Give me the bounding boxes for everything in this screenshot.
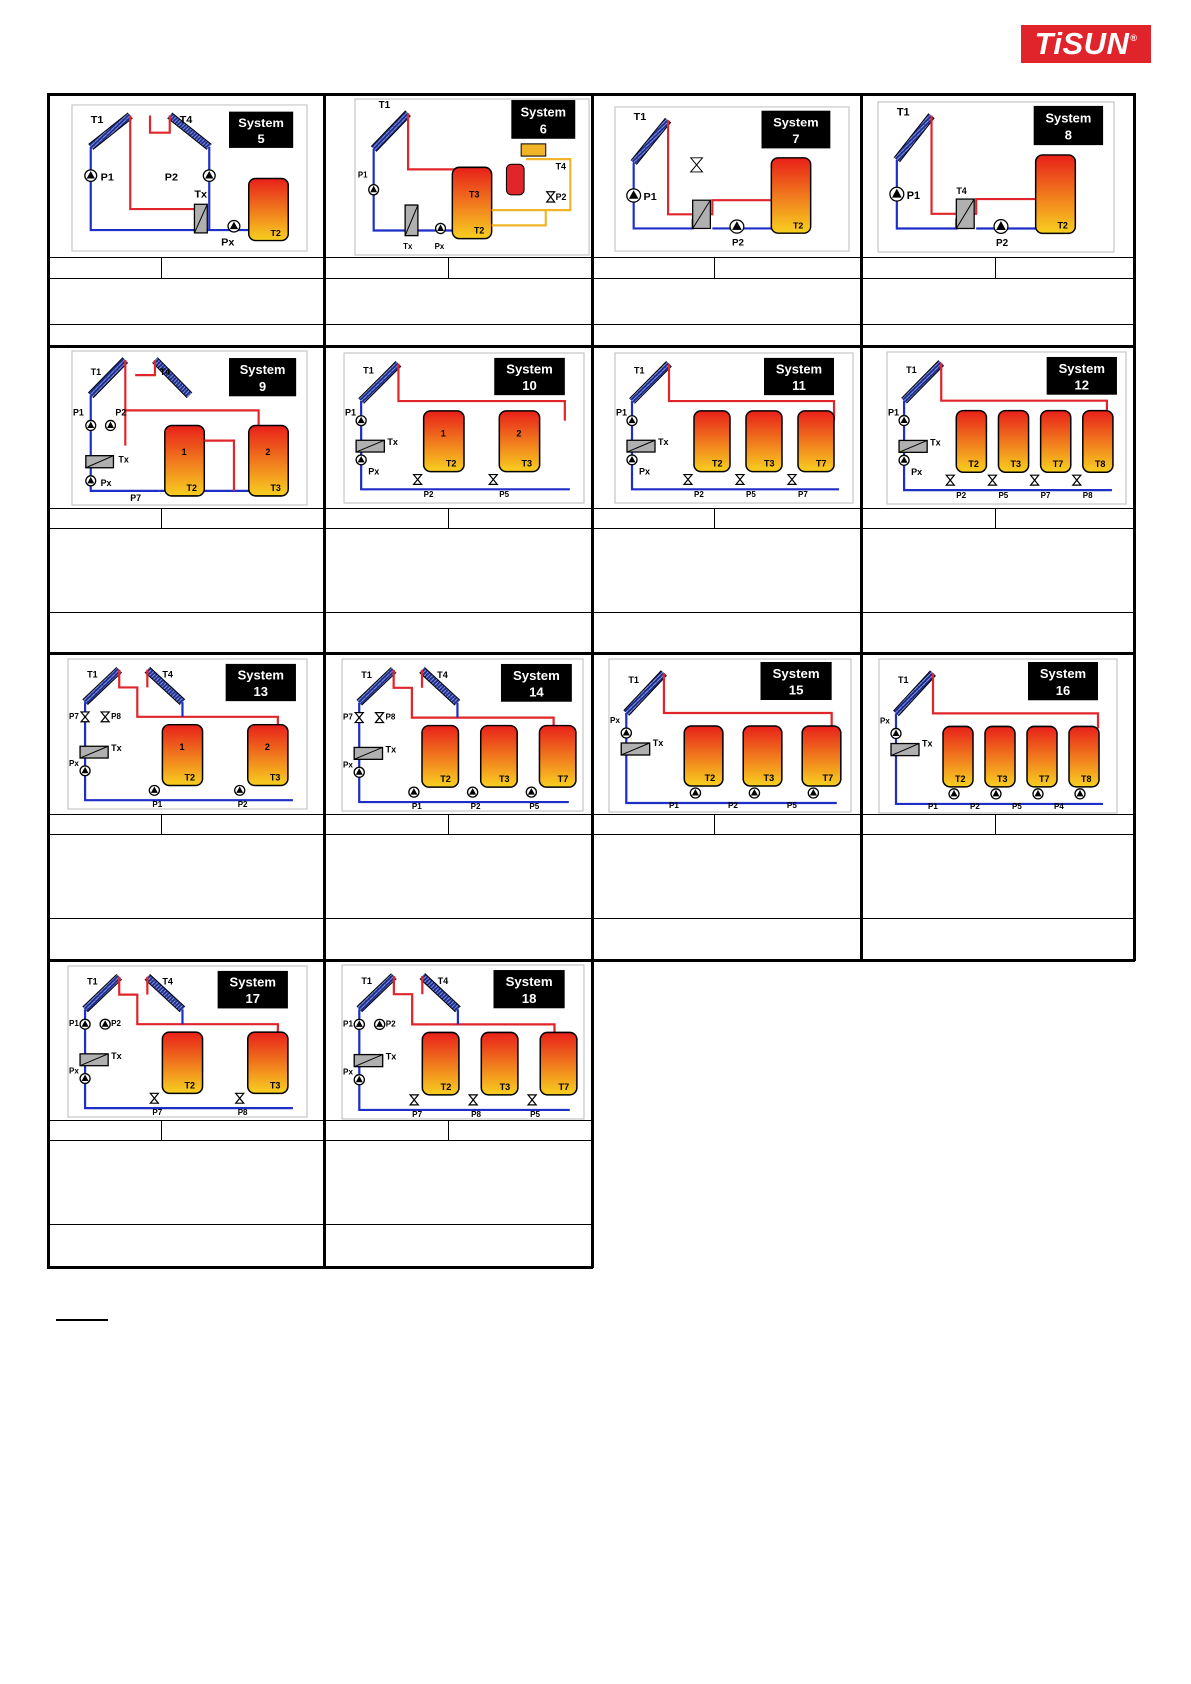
table-border-vertical: [591, 345, 594, 654]
diagram-label: T2: [792, 220, 804, 231]
diagram-label: T1: [896, 106, 910, 119]
table-cell-split: [995, 508, 996, 528]
table-cell-split: [448, 508, 449, 528]
pump-icon: [749, 788, 759, 798]
table-border-top: [47, 959, 593, 962]
table-border-vertical: [860, 345, 863, 654]
table-border-vertical: [47, 345, 50, 654]
diagram-label: Px: [880, 716, 890, 726]
system-11-diagram: [614, 352, 854, 504]
table-cell-split: [995, 257, 996, 278]
diagram-label: T8: [1094, 459, 1106, 470]
note-underline: [56, 1319, 108, 1321]
diagram-label: T2: [704, 773, 716, 783]
table-border-vertical: [47, 959, 50, 1268]
diagram-label: T3: [270, 482, 281, 493]
table-border-vertical: [1133, 345, 1136, 654]
system-number: 7: [792, 132, 800, 147]
pump-icon: [526, 787, 536, 797]
pump-icon: [100, 1019, 110, 1029]
heat-exchanger-icon: [356, 440, 384, 452]
table-cell-split: [161, 257, 162, 278]
pump-icon: [228, 220, 240, 231]
system-title: System: [772, 666, 820, 681]
diagram-label: T4: [437, 976, 449, 987]
pump-icon: [991, 789, 1001, 799]
diagram-label: P1: [643, 191, 657, 204]
table-row-line: [48, 834, 1134, 835]
diagram-label: T4: [159, 367, 171, 378]
diagram-label: T7: [558, 1081, 570, 1092]
storage-tank-icon: [499, 411, 539, 472]
pump-icon: [354, 1075, 364, 1085]
diagram-label: T8: [1081, 773, 1092, 784]
pump-icon: [203, 170, 215, 181]
pump-icon: [436, 223, 446, 233]
diagram-label: Px: [69, 758, 79, 768]
system-17-diagram: [67, 965, 308, 1118]
table-border-vertical: [591, 959, 594, 1268]
storage-tank-icon: [249, 425, 289, 495]
diagram-label: Px: [610, 716, 620, 725]
diagram-label: T2: [440, 774, 451, 785]
table-cell-split: [448, 257, 449, 278]
table-cell-split: [161, 1120, 162, 1140]
pump-icon: [621, 728, 631, 738]
table-cell-split: [448, 1120, 449, 1140]
pump-icon: [890, 187, 904, 201]
heat-exchanger-icon: [80, 1054, 108, 1066]
heat-exchanger-icon: [405, 205, 418, 236]
diagram-label: T3: [764, 458, 775, 469]
diagram-label: P1: [343, 1019, 353, 1029]
diagram-label: P2: [694, 490, 704, 500]
diagram-label: P5: [746, 490, 756, 500]
pump-icon: [80, 1019, 90, 1029]
system-18-diagram: [341, 964, 585, 1120]
buffer-icon: [506, 164, 524, 195]
diagram-label: T3: [1010, 459, 1022, 470]
system-number: 10: [522, 378, 537, 393]
diagram-label: P8: [111, 711, 122, 721]
system-title: System: [1058, 360, 1106, 376]
heat-exchanger-icon: [956, 199, 974, 228]
system-number: 14: [529, 684, 544, 700]
system-title: System: [773, 115, 819, 130]
diagram-label: Tx: [930, 437, 941, 448]
diagram-label: T4: [162, 976, 173, 987]
diagram-label: T4: [179, 114, 193, 127]
pump-icon: [994, 220, 1008, 234]
diagram-label: Px: [911, 467, 923, 478]
storage-tank-icon: [165, 425, 205, 495]
diagram-label: T1: [87, 976, 98, 987]
diagram-label: P5: [530, 1110, 541, 1119]
diagram-label: Px: [343, 760, 353, 770]
pump-icon: [899, 455, 909, 465]
pump-icon: [949, 789, 959, 799]
diagram-label: P8: [237, 1108, 248, 1118]
pump-icon: [891, 728, 901, 738]
pump-icon: [235, 785, 245, 795]
diagram-label: Px: [343, 1067, 353, 1077]
diagram-label: P1: [357, 170, 368, 180]
heat-exchanger-icon: [899, 440, 927, 452]
storage-tank-icon: [743, 726, 782, 786]
diagram-label: T1: [378, 100, 391, 112]
diagram-label: Px: [69, 1066, 79, 1076]
pump-icon: [899, 416, 909, 426]
diagram-label: P2: [115, 407, 127, 418]
diagram-label: Tx: [652, 738, 664, 748]
system-title: System: [1039, 666, 1087, 682]
storage-tank-icon: [162, 1032, 202, 1093]
pump-icon: [80, 1074, 90, 1084]
diagram-label: P1: [669, 801, 679, 810]
diagram-label: T1: [90, 367, 102, 378]
diagram-label: T1: [633, 111, 647, 124]
diagram-label: P7: [412, 1110, 423, 1119]
table-border-vertical: [860, 652, 863, 961]
diagram-label: T2: [445, 458, 457, 469]
diagram-label: T3: [469, 189, 480, 200]
heat-exchanger-icon: [627, 440, 655, 452]
pump-icon: [354, 767, 364, 777]
system-number: 11: [792, 378, 806, 393]
table-row-line: [48, 1140, 592, 1141]
diagram-label: T3: [763, 773, 775, 783]
table-cell-split: [714, 508, 715, 528]
heat-exchanger-icon: [86, 456, 114, 468]
diagram-label: T7: [1052, 459, 1064, 470]
diagram-label: P2: [732, 237, 745, 249]
table-border-vertical: [860, 93, 863, 347]
diagram-label: T1: [634, 365, 645, 376]
diagram-label: T2: [955, 773, 966, 784]
diagram-label: T3: [499, 1081, 511, 1092]
system-title: System: [237, 667, 285, 683]
pump-icon: [627, 455, 637, 465]
heater-icon: [521, 144, 546, 156]
pump-icon: [627, 189, 641, 202]
diagram-label: 1: [179, 742, 185, 753]
diagram-label: P2: [470, 802, 481, 812]
diagram-label: Px: [368, 466, 380, 477]
table-row-line: [48, 612, 1134, 613]
pump-icon: [690, 788, 700, 798]
pump-icon: [730, 220, 744, 233]
diagram-label: P7: [130, 492, 142, 503]
diagram-label: P8: [471, 1110, 482, 1119]
system-number: 17: [245, 991, 261, 1007]
table-row-line: [48, 528, 1134, 529]
diagram-label: 2: [264, 742, 270, 753]
diagram-label: T1: [628, 675, 639, 685]
diagram-label: P1: [411, 802, 422, 812]
heat-exchanger-icon: [194, 204, 207, 233]
table-border-vertical: [1133, 93, 1136, 347]
diagram-label: P5: [998, 491, 1009, 501]
system-12-diagram: [886, 351, 1127, 505]
registered-mark: ®: [1130, 33, 1138, 43]
system-number: 9: [259, 378, 267, 394]
diagram-label: T4: [555, 161, 566, 172]
diagram-label: 1: [181, 446, 187, 458]
table-row-line: [48, 1120, 592, 1121]
system-number: 6: [539, 121, 547, 137]
system-number: 15: [788, 682, 804, 698]
diagram-label: P8: [385, 712, 396, 722]
diagram-label: T1: [363, 365, 374, 376]
system-title: System: [775, 361, 823, 377]
diagram-label: Tx: [194, 188, 208, 201]
pump-icon: [627, 416, 637, 426]
system-number: 12: [1074, 377, 1090, 393]
diagram-label: T4: [437, 669, 448, 680]
pump-icon: [85, 170, 97, 181]
system-title: System: [229, 974, 276, 990]
diagram-label: Px: [639, 466, 651, 477]
pump-icon: [808, 788, 818, 798]
pump-icon: [409, 787, 419, 797]
table-border-vertical: [591, 652, 594, 961]
table-border-vertical: [47, 93, 50, 347]
diagram-label: P4: [1054, 801, 1064, 811]
pump-icon: [1033, 789, 1043, 799]
diagram-label: P5: [529, 802, 540, 812]
pump-icon: [86, 476, 96, 486]
diagram-label: T2: [968, 459, 979, 470]
diagram-label: T2: [184, 772, 196, 783]
system-title: System: [239, 362, 286, 378]
diagram-label: Px: [434, 241, 445, 251]
tisun-logo: [1021, 25, 1151, 63]
diagram-label: T4: [956, 186, 967, 197]
pump-icon: [468, 787, 478, 797]
diagram-label: T1: [898, 675, 909, 686]
diagram-label: T1: [87, 669, 98, 680]
system-title: System: [506, 361, 553, 377]
diagram-label: T1: [90, 114, 104, 127]
diagram-label: P2: [385, 1019, 396, 1029]
table-row-line: [48, 324, 1134, 325]
diagram-label: T1: [361, 976, 373, 987]
heat-exchanger-icon: [80, 746, 108, 758]
diagram-label: T7: [1039, 773, 1050, 784]
diagram-label: Tx: [111, 1050, 122, 1061]
table-border-vertical: [1133, 652, 1136, 961]
diagram-label: P1: [345, 407, 357, 418]
diagram-label: P2: [423, 490, 434, 500]
heat-exchanger-icon: [621, 743, 649, 755]
diagram-label: P2: [727, 801, 738, 810]
diagram-label: T2: [184, 1080, 196, 1091]
system-title: System: [238, 116, 284, 130]
storage-tank-icon: [424, 411, 464, 472]
diagram-label: Tx: [118, 454, 129, 465]
system-title: System: [505, 974, 553, 990]
table-row-line: [48, 1224, 592, 1225]
system-number: 18: [521, 990, 537, 1006]
logo-text: TiSUN: [1034, 26, 1130, 61]
pump-icon: [356, 455, 366, 465]
system-9-diagram: [71, 350, 308, 506]
diagram-label: T7: [816, 458, 827, 469]
diagram-label: P5: [1012, 801, 1022, 811]
table-row-line: [48, 814, 1134, 815]
diagram-label: P2: [996, 238, 1009, 250]
diagram-label: 2: [516, 428, 522, 439]
diagram-label: P2: [164, 171, 179, 184]
table-border-vertical: [591, 93, 594, 347]
table-border-vertical: [323, 93, 326, 347]
diagram-label: P1: [69, 1019, 79, 1029]
diagram-label: Tx: [922, 738, 933, 749]
pump-icon: [149, 785, 159, 795]
table-row-line: [48, 508, 1134, 509]
diagram-label: Tx: [387, 437, 398, 448]
diagram-label: P1: [100, 171, 114, 184]
diagram-label: P1: [152, 800, 163, 810]
diagram-label: T7: [557, 774, 569, 785]
heat-exchanger-icon: [354, 1055, 382, 1067]
diagram-label: 2: [265, 446, 271, 458]
diagram-label: Tx: [403, 241, 413, 251]
diagram-label: P2: [237, 800, 248, 810]
pump-icon: [356, 416, 366, 426]
system-number: 8: [1064, 127, 1072, 143]
diagram-label: T3: [997, 773, 1008, 784]
storage-tank-icon: [248, 725, 288, 786]
diagram-label: P1: [72, 407, 84, 418]
table-border-vertical: [323, 345, 326, 654]
system-15-diagram: [608, 658, 852, 813]
table-cell-split: [448, 814, 449, 834]
pump-icon: [354, 1019, 364, 1029]
diagram-label: P1: [616, 407, 628, 418]
table-cell-split: [161, 814, 162, 834]
diagram-label: T2: [186, 482, 197, 493]
diagram-label: T2: [1057, 220, 1068, 231]
diagram-label: T3: [269, 1080, 281, 1091]
pump-icon: [375, 1019, 385, 1029]
diagram-label: P7: [798, 490, 808, 500]
diagram-label: Tx: [658, 437, 669, 448]
table-border-vertical: [47, 652, 50, 961]
heat-exchanger-icon: [693, 200, 711, 228]
diagram-label: P2: [970, 801, 980, 811]
system-6-diagram: [354, 98, 590, 256]
diagram-label: P5: [786, 801, 797, 810]
storage-tank-icon: [249, 178, 289, 240]
table-cell-split: [714, 257, 715, 278]
diagram-label: T2: [270, 227, 281, 238]
system-title: System: [513, 667, 560, 683]
storage-tank-icon: [162, 725, 202, 786]
diagram-label: P2: [956, 491, 967, 501]
diagram-label: P7: [343, 712, 353, 722]
system-13-diagram: [67, 658, 308, 810]
diagram-label: T3: [269, 772, 281, 783]
diagram-label: Px: [221, 236, 235, 249]
diagram-label: T1: [361, 669, 372, 680]
diagram-label: T3: [521, 458, 533, 469]
heat-exchanger-icon: [891, 744, 919, 756]
diagram-label: Px: [100, 477, 112, 488]
storage-tank-icon: [802, 726, 841, 786]
storage-tank-icon: [771, 158, 810, 233]
system-number: 5: [257, 132, 265, 146]
pump-icon: [369, 185, 379, 195]
pump-icon: [80, 766, 90, 776]
diagram-label: T2: [712, 458, 723, 469]
diagram-label: P7: [1040, 491, 1051, 501]
system-title: System: [1045, 110, 1092, 126]
storage-tank-icon: [684, 726, 723, 786]
diagram-label: Tx: [111, 743, 122, 754]
diagram-label: P7: [69, 711, 79, 721]
table-border-vertical: [323, 959, 326, 1268]
diagram-label: Tx: [385, 744, 397, 755]
table-cell-split: [995, 814, 996, 834]
diagram-label: T2: [440, 1081, 452, 1092]
system-number: 16: [1055, 682, 1071, 698]
table-cell-split: [714, 814, 715, 834]
storage-tank-icon: [1036, 155, 1076, 233]
storage-tank-icon: [452, 167, 491, 238]
system-7-diagram: [614, 106, 850, 252]
diagram-label: 1: [440, 428, 446, 439]
table-row-line: [48, 257, 1134, 258]
system-5-diagram: [71, 104, 308, 252]
diagram-label: T1: [906, 364, 917, 375]
system-10-diagram: [343, 352, 585, 504]
diagram-label: P1: [888, 407, 900, 418]
table-row-line: [48, 918, 1134, 919]
diagram-label: T3: [498, 774, 510, 785]
diagram-label: T2: [473, 225, 485, 236]
diagram-label: T7: [822, 773, 834, 783]
storage-tank-icon: [248, 1032, 288, 1093]
diagram-label: Tx: [385, 1051, 397, 1062]
table-row-line: [48, 278, 1134, 279]
diagram-label: P8: [1082, 491, 1093, 501]
table-border-vertical: [323, 652, 326, 961]
system-number: 13: [253, 684, 269, 699]
system-8-diagram: [877, 101, 1115, 253]
diagram-label: T4: [162, 669, 173, 680]
diagram-label: P5: [499, 490, 510, 500]
diagram-label: P2: [111, 1019, 122, 1029]
heat-exchanger-icon: [354, 747, 382, 759]
table-cell-split: [161, 508, 162, 528]
pump-icon: [86, 420, 96, 430]
pump-icon: [1075, 789, 1085, 799]
diagram-label: P7: [152, 1108, 163, 1118]
table-border-bottom: [47, 1266, 593, 1269]
system-title: System: [520, 104, 566, 120]
diagram-label: P1: [906, 190, 921, 203]
system-14-diagram: [341, 658, 584, 812]
diagram-label: P2: [555, 191, 567, 202]
diagram-label: P1: [928, 801, 938, 811]
pump-icon: [106, 420, 116, 430]
system-16-diagram: [878, 658, 1118, 814]
